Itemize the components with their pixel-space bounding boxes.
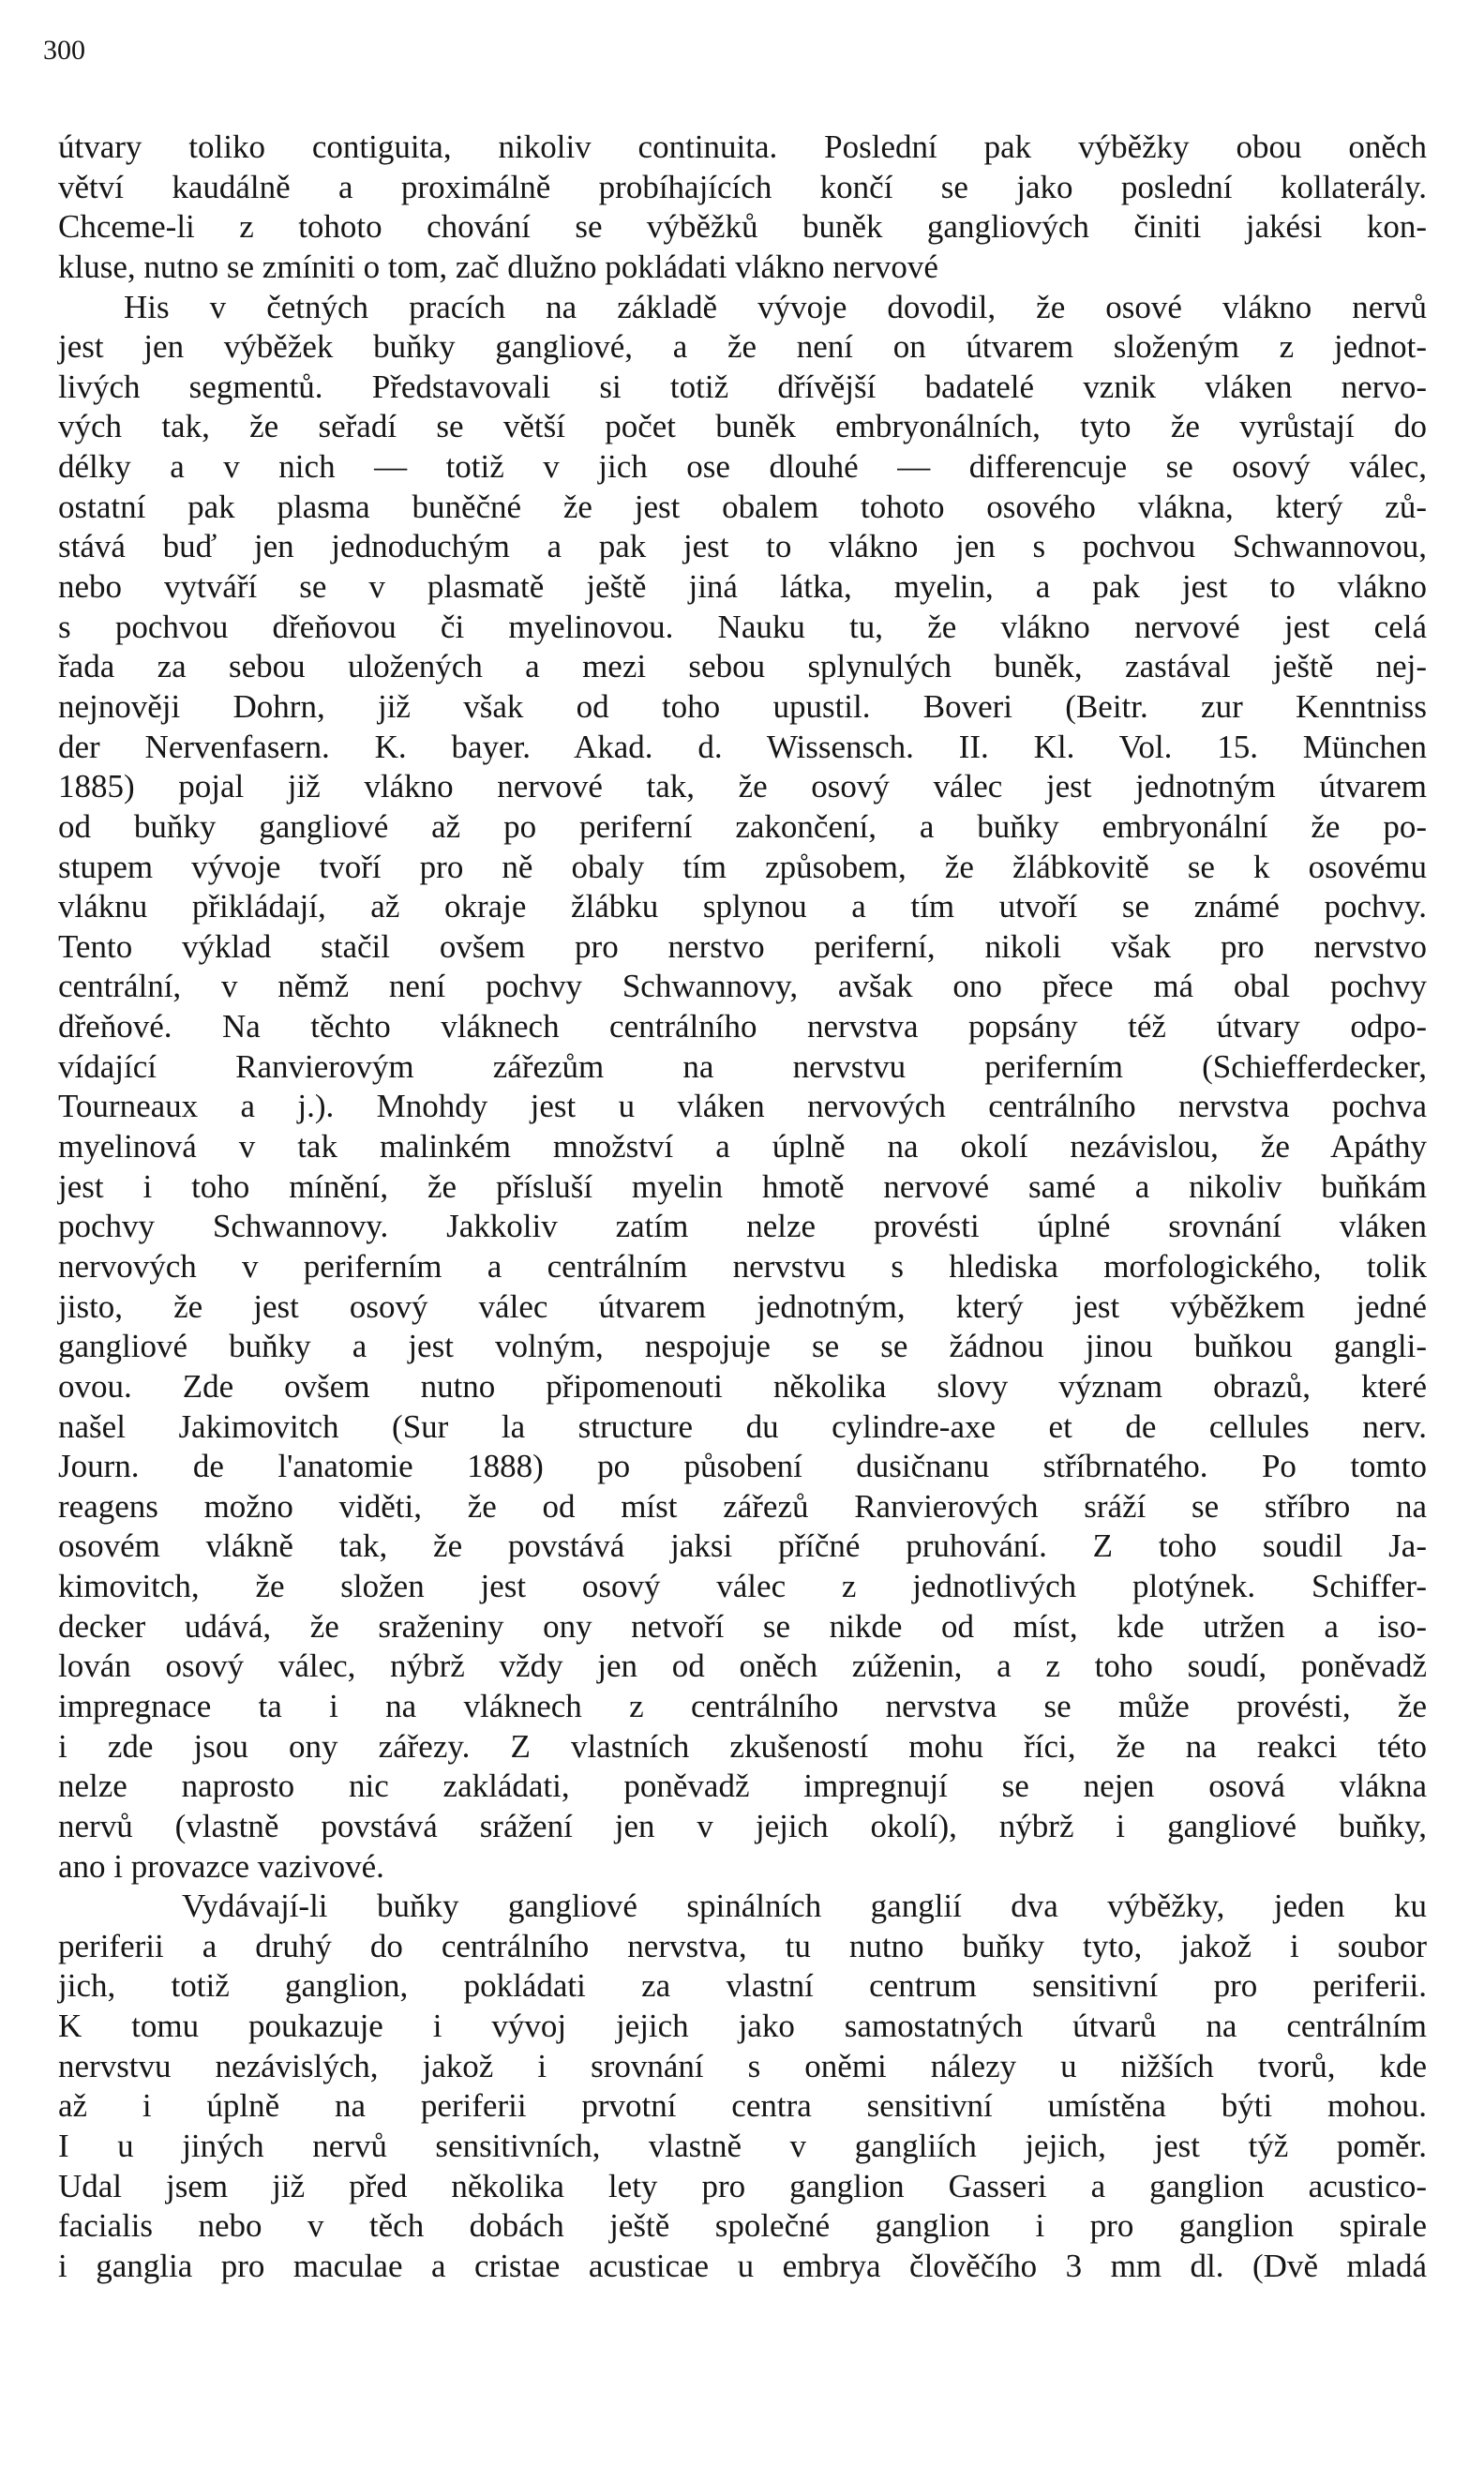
text-line: větví kaudálně a proximálně probíhajících končí se jako poslední kollaterály. [58,168,1427,205]
text-line: decker udává, že sraženiny ony netvoří se nikde od míst, kde utržen a iso- [58,1607,1427,1645]
text-line: 1885) pojal již vlákno nervové tak, že osový válec jest jednotným útvarem [58,768,1427,805]
text-line: osovém vlákně tak, že povstává jaksi příčné pruhování. Z toho soudil Ja- [58,1527,1427,1565]
text-line: vých tak, že seřadí se větší počet buněk embryonálních, tyto že vyrůstají do [58,408,1427,445]
text-line: gangliové buňky a jest volným, nespojuje se se žádnou jinou buňkou gangli- [58,1328,1427,1365]
text-line: kluse, nutno se zmíniti o tom, zač dlužno pokládati vlákno nervové [58,248,938,285]
text-line: ano i provazce vazivové. [58,1847,384,1885]
text-line: centrální, v němž není pochvy Schwannovy, avšak ono přece má obal pochvy [58,968,1427,1005]
text-line: i ganglia pro maculae a cristae acusticae u embrya člověčího 3 mm dl. (Dvě mladá [58,2247,1427,2284]
text-line: Tourneaux a j.). Mnohdy jest u vláken nervových centrálního nervstva pochva [58,1088,1427,1125]
text-line: Tento výklad stačil ovšem pro nerstvo periferní, nikoli však pro nervstvo [58,927,1427,965]
text-line: kimovitch, že složen jest osový válec z jednotlivých plotýnek. Schiffer- [58,1568,1427,1605]
text-line: facialis nebo v těch dobách ještě společné ganglion i pro ganglion spirale [58,2207,1427,2245]
text-line: i zde jsou ony zářezy. Z vlastních zkušeností mohu říci, že na reakci této [58,1727,1427,1765]
text-line: jisto, že jest osový válec útvarem jednotným, který jest výběžkem jedné [58,1287,1427,1325]
text-line: ostatní pak plasma buněčné že jest obalem tohoto osového vlákna, který zů- [58,488,1427,525]
text-line: I u jiných nervů sensitivních, vlastně v gangliích jejich, jest týž poměr. [58,2128,1427,2165]
text-line: jest jen výběžek buňky gangliové, a že není on útvarem složeným z jednot- [58,328,1427,366]
text-line: Vydávají-li buňky gangliové spinálních ganglií dva výběžky, jeden ku [182,1888,1427,1925]
text-line: jich, totiž ganglion, pokládati za vlastní centrum sensitivní pro periferii. [58,1967,1427,2005]
text-line: reagens možno viděti, že od míst zářezů Ranvierových sráží se stříbro na [58,1487,1427,1525]
text-line: útvary toliko contiguita, nikoliv continuita. Poslední pak výběžky obou oněch [58,128,1427,165]
text-line: K tomu poukazuje i vývoj jejich jako samostatných útvarů na centrálním [58,2008,1427,2045]
text-line: Udal jsem již před několika lety pro ganglion Gasseri a ganglion acustico- [58,2167,1427,2204]
text-line: s pochvou dřeňovou či myelinovou. Nauku tu, že vlákno nervové jest celá [58,608,1427,645]
text-line: vláknu přikládají, až okraje žlábku splynou a tím utvoří se známé pochvy. [58,888,1427,925]
text-line: nervů (vlastně povstává srážení jen v jejich okolí), nýbrž i gangliové buňky, [58,1807,1427,1844]
text-line: řada za sebou uložených a mezi sebou splynulých buněk, zastával ještě nej- [58,648,1427,685]
text-line: periferii a druhý do centrálního nervstva, tu nutno buňky tyto, jakož i soubor [58,1927,1427,1964]
text-line: Journ. de l'anatomie 1888) po působení dusičnanu stříbrnatého. Po tomto [58,1448,1427,1485]
text-line: až i úplně na periferii prvotní centra sensitivní umístěna býti mohou. [58,2087,1427,2125]
text-line: stává buď jen jednoduchým a pak jest to vlákno jen s pochvou Schwannovou, [58,528,1427,565]
text-line: nejnověji Dohrn, již však od toho upustil. Boveri (Beitr. zur Kenntniss [58,687,1427,725]
text-line: livých segmentů. Představovali si totiž dřívější badatelé vznik vláken nervo- [58,368,1427,405]
text-line: délky a v nich — totiž v jich ose dlouhé — differencuje se osový válec, [58,448,1427,486]
page-text [58,128,1427,2287]
text-line: nelze naprosto nic zakládati, poněvadž impregnují se nejen osová vlákna [58,1768,1427,1805]
text-line: dřeňové. Na těchto vláknech centrálního nervstva popsány též útvary odpo- [58,1008,1427,1045]
text-line: lován osový válec, nýbrž vždy jen od oněch zúženin, a z toho soudí, poněvadž [58,1647,1427,1685]
text-line: impregnace ta i na vláknech z centrálního nervstva se může provésti, že [58,1687,1427,1724]
text-line: nebo vytváří se v plasmatě ještě jiná látka, myelin, a pak jest to vlákno [58,568,1427,606]
text-line: His v četných pracích na základě vývoje dovodil, že osové vlákno nervů [124,288,1427,325]
text-line: der Nervenfasern. K. bayer. Akad. d. Wissensch. II. Kl. Vol. 15. München [58,728,1427,765]
text-line: jest i toho mínění, že přísluší myelin hmotě nervové samé a nikoliv buňkám [58,1167,1427,1205]
text-line: Chceme-li z tohoto chování se výběžků buněk gangliových činiti jakési kon- [58,208,1427,246]
text-line: nervstvu nezávislých, jakož i srovnání s oněmi nálezy u nižších tvorů, kde [58,2047,1427,2084]
text-line: pochvy Schwannovy. Jakkoliv zatím nelze provésti úplné srovnání vláken [58,1208,1427,1245]
text-line: vídající Ranvierovým zářezům na nervstvu periferním (Schiefferdecker, [58,1047,1427,1085]
text-line: nervových v periferním a centrálním nervstvu s hlediska morfologického, tolik [58,1247,1427,1285]
text-line: myelinová v tak malinkém množství a úplně na okolí nezávislou, že Apáthy [58,1128,1427,1166]
text-line: stupem vývoje tvoří pro ně obaly tím způsobem, že žlábkovitě se k osovému [58,848,1427,885]
text-line: ovou. Zde ovšem nutno připomenouti několika slovy význam obrazů, které [58,1367,1427,1405]
text-line: od buňky gangliové až po periferní zakončení, a buňky embryonální že po- [58,807,1427,845]
text-line: našel Jakimovitch (Sur la structure du cylindre-axe et de cellules nerv. [58,1407,1427,1445]
page-number: 300 [43,35,85,66]
